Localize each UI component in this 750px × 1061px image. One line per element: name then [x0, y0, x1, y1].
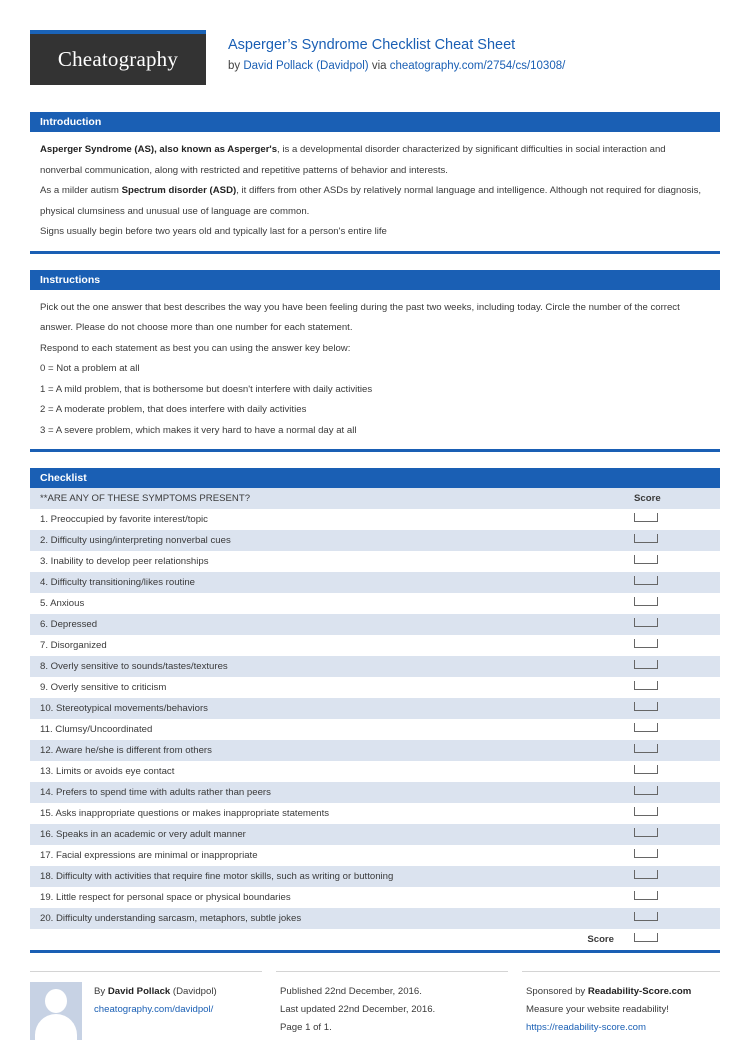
checklist-item-label: 17. Facial expressions are minimal or inappropriate — [40, 850, 258, 861]
checklist-row — [30, 887, 720, 908]
introduction-heading: Introduction — [30, 112, 720, 132]
checklist-item-label: 8. Overly sensitive to sounds/tastes/textures — [40, 661, 228, 672]
checklist-item-score-cell[interactable] — [624, 509, 720, 530]
footer-author-url-line — [94, 1001, 217, 1019]
intro-rest-1: , is a developmental disorder characterized by significant difficulties in social interaction and nonverbal communication, along with restricted and repetitive patterns of behavior and interests. — [40, 144, 666, 176]
instructions-paragraph: Pick out the one answer that best describes the way you have been feeling during the past two weeks, including today. Circle the number of the correct answer. Please do not choose more than one number for each statement. — [40, 301, 680, 333]
answer-key-2: 2 = A moderate problem, that does interfere with daily activities — [40, 404, 307, 415]
checklist-row — [30, 866, 720, 887]
checklist-item-label: 16. Speaks in an academic or very adult manner — [40, 829, 246, 840]
score-box-icon[interactable] — [634, 723, 658, 732]
checklist-row — [30, 677, 720, 698]
source-url-link[interactable]: cheatography.com/2754/cs/10308/ — [389, 60, 566, 72]
checklist-item-score-cell[interactable] — [624, 530, 720, 551]
checklist-item-label: 10. Stereotypical movements/behaviors — [40, 703, 208, 714]
score-box-icon[interactable] — [634, 513, 658, 522]
published-date: Published 22nd December, 2016. — [280, 986, 422, 997]
score-box-icon[interactable] — [634, 849, 658, 858]
checklist-item-label: 3. Inability to develop peer relationships — [40, 556, 209, 567]
page-header — [30, 30, 720, 90]
footer-publish-column — [276, 971, 508, 1040]
checklist-row — [30, 551, 720, 572]
avatar-body-icon — [35, 1014, 77, 1040]
intro-paragraph-3: Signs usually begin before two years old and typically last for a person's entire life — [40, 226, 387, 237]
score-box-icon[interactable] — [634, 681, 658, 690]
checklist-item-score-cell[interactable] — [624, 824, 720, 845]
checklist-item-score-cell[interactable] — [624, 635, 720, 656]
score-box-icon[interactable] — [634, 660, 658, 669]
checklist-item-score-cell[interactable] — [624, 614, 720, 635]
score-box-icon[interactable] — [634, 786, 658, 795]
intro-bold-2: Spectrum disorder (ASD) — [121, 185, 237, 196]
checklist-item-label: 1. Preoccupied by favorite interest/topic — [40, 514, 208, 525]
answer-key-0: 0 = Not a problem at all — [40, 363, 140, 374]
avatar-head-icon — [45, 989, 67, 1013]
sponsor-line — [526, 983, 720, 1001]
score-box-icon[interactable] — [634, 807, 658, 816]
checklist-item-label: 13. Limits or avoids eye contact — [40, 766, 175, 777]
checklist-item-score-cell[interactable] — [624, 551, 720, 572]
checklist-row — [30, 698, 720, 719]
checklist-row — [30, 908, 720, 929]
score-box-icon[interactable] — [634, 555, 658, 564]
sponsor-prefix: Sponsored by — [526, 986, 588, 997]
intro-bold-1: Asperger Syndrome (AS), also known as Asperger's — [40, 144, 278, 155]
intro-pre-2: As a milder autism — [40, 185, 122, 196]
checklist-score-column-header: Score — [634, 493, 661, 504]
checklist-item-score-cell[interactable] — [624, 740, 720, 761]
checklist-item-label: 15. Asks inappropriate questions or makes inappropriate statements — [40, 808, 330, 819]
checklist-item-score-cell[interactable] — [624, 845, 720, 866]
total-score-label: Score — [587, 934, 614, 945]
checklist-item-label: 14. Prefers to spend time with adults rather than peers — [40, 787, 271, 798]
byline-via: via — [368, 60, 390, 72]
footer-sponsor-meta — [526, 982, 720, 1037]
checklist-row — [30, 845, 720, 866]
checklist-item-score-cell[interactable] — [624, 761, 720, 782]
checklist-table-body — [30, 488, 720, 509]
score-box-icon[interactable] — [634, 534, 658, 543]
header-text-block — [206, 30, 565, 75]
checklist-row — [30, 530, 720, 551]
page-number: Page 1 of 1. — [280, 1022, 332, 1033]
intro-rest-2: , it differs from other ASDs by relatively normal language and intelligence. Although not required for diagnosis, physical clumsiness and unusual use of language are common. — [40, 185, 702, 217]
checklist-item-label: 6. Depressed — [40, 619, 98, 630]
checklist-row — [30, 593, 720, 614]
footer-sponsor-column — [522, 971, 720, 1040]
checklist-row — [30, 803, 720, 824]
checklist-item-label: 5. Anxious — [40, 598, 85, 609]
cheatography-logo[interactable] — [30, 30, 206, 85]
checklist-item-label: 18. Difficulty with activities that require fine motor skills, such as writing or buttoning — [40, 871, 394, 882]
checklist-item-score-cell[interactable] — [624, 908, 720, 929]
checklist-item-score-cell[interactable] — [624, 719, 720, 740]
footer-author-line — [94, 983, 217, 1001]
checklist-item-score-cell[interactable] — [624, 782, 720, 803]
intro-paragraph-2 — [40, 181, 710, 222]
instructions-body — [30, 290, 720, 450]
checklist-row — [30, 614, 720, 635]
score-box-icon[interactable] — [634, 576, 658, 585]
instructions-section — [30, 270, 720, 453]
sponsor-url-line — [526, 1019, 720, 1037]
checklist-item-label: 11. Clumsy/Uncoordinated — [40, 724, 153, 735]
checklist-item-score-cell[interactable] — [624, 677, 720, 698]
introduction-body — [30, 132, 720, 251]
checklist-row — [30, 719, 720, 740]
score-box-icon[interactable] — [634, 618, 658, 627]
footer-author-prefix: By — [94, 986, 108, 997]
footer-author-name: David Pollack — [107, 986, 171, 997]
checklist-item-score-cell[interactable] — [624, 803, 720, 824]
page-footer — [30, 971, 720, 1040]
checklist-row — [30, 824, 720, 845]
checklist-row — [30, 782, 720, 803]
checklist-item-label: 7. Disorganized — [40, 640, 107, 651]
checklist-question-column-header: **ARE ANY OF THESE SYMPTOMS PRESENT? — [40, 493, 251, 504]
sponsor-name: Readability-Score.com — [587, 986, 692, 997]
checklist-item-score-cell[interactable] — [624, 656, 720, 677]
instructions-paragraph: Respond to each statement as best you can using the answer key below: — [40, 342, 351, 354]
checklist-item-label: 2. Difficulty using/interpreting nonverbal cues — [40, 535, 231, 546]
score-box-icon[interactable] — [634, 597, 658, 606]
footer-publish-meta — [280, 982, 508, 1037]
checklist-row — [30, 761, 720, 782]
checklist-item-label: 20. Difficulty understanding sarcasm, metaphors, subtle jokes — [40, 913, 302, 924]
checklist-item-label: 9. Overly sensitive to criticism — [40, 682, 167, 693]
checklist-rows — [30, 509, 720, 929]
checklist-row — [30, 740, 720, 761]
footer-author-suffix: (Davidpol) — [170, 986, 217, 997]
page-title: Asperger’s Syndrome Checklist Cheat Sheet — [228, 37, 516, 53]
answer-key-3: 3 = A severe problem, which makes it very hard to have a normal day at all — [40, 424, 357, 436]
checklist-row — [30, 635, 720, 656]
score-box-icon[interactable] — [634, 702, 658, 711]
score-box-icon[interactable] — [634, 912, 658, 921]
byline — [228, 57, 565, 75]
score-box-icon[interactable] — [634, 744, 658, 753]
checklist-row — [30, 656, 720, 677]
checklist-item-score-cell[interactable] — [624, 866, 720, 887]
logo-text: Cheatography — [57, 47, 179, 71]
score-box-icon[interactable] — [634, 765, 658, 774]
checklist-item-score-cell[interactable] — [624, 593, 720, 614]
checklist-table — [30, 488, 720, 950]
instructions-heading: Instructions — [30, 270, 720, 290]
last-updated-date: Last updated 22nd December, 2016. — [280, 1004, 436, 1015]
footer-author-column — [30, 971, 262, 1040]
intro-paragraph-1 — [40, 140, 710, 181]
checklist-row — [30, 572, 720, 593]
checklist-item-label: 19. Little respect for personal space or physical boundaries — [40, 892, 291, 903]
introduction-section — [30, 112, 720, 254]
checklist-header-row — [30, 488, 720, 509]
score-box-icon[interactable] — [634, 933, 658, 942]
score-box-icon[interactable] — [634, 828, 658, 837]
checklist-item-score-cell[interactable] — [624, 887, 720, 908]
checklist-item-score-cell[interactable] — [624, 698, 720, 719]
avatar — [30, 982, 82, 1040]
checklist-total-row — [30, 929, 720, 950]
checklist-item-label: 4. Difficulty transitioning/likes routine — [40, 577, 195, 588]
score-box-icon[interactable] — [634, 870, 658, 879]
score-box-icon[interactable] — [634, 891, 658, 900]
checklist-heading: Checklist — [30, 468, 720, 488]
checklist-row — [30, 509, 720, 530]
checklist-total-row-body — [30, 929, 720, 950]
sponsor-tagline: Measure your website readability! — [526, 1004, 669, 1015]
author-link[interactable]: David Pollack (Davidpol) — [243, 60, 369, 72]
answer-key-1: 1 = A mild problem, that is bothersome but doesn't interfere with daily activities — [40, 383, 373, 395]
footer-author-meta — [94, 982, 217, 1040]
checklist-item-label: 12. Aware he/she is different from others — [40, 745, 212, 756]
sponsor-url-link[interactable]: https://readability-score.com — [526, 1022, 646, 1033]
footer-author-url-link[interactable]: cheatography.com/davidpol/ — [94, 1004, 214, 1015]
total-score-cell[interactable] — [624, 929, 720, 950]
checklist-section — [30, 468, 720, 953]
byline-prefix: by — [228, 60, 244, 72]
checklist-item-score-cell[interactable] — [624, 572, 720, 593]
score-box-icon[interactable] — [634, 639, 658, 648]
